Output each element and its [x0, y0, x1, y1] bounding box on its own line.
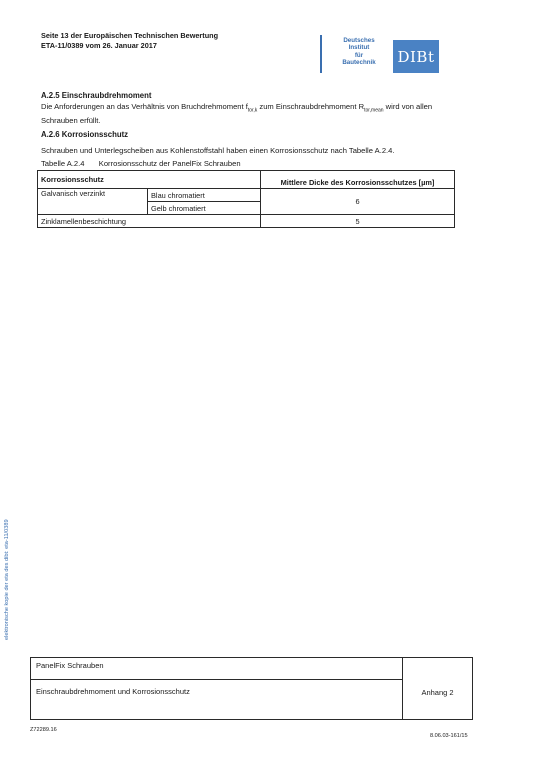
table-header-row	[38, 171, 455, 189]
para-subscript: tor,k	[247, 107, 258, 114]
section-heading-a26: A.2.6 Korrosionsschutz	[41, 130, 129, 139]
para-text: Schrauben erfüllt.	[41, 115, 101, 125]
logo-text-line: für	[354, 51, 364, 59]
para-text: Die Anforderungen an das Verhältnis von Bruchdrehmoment f	[41, 102, 248, 111]
logo-text-line: Bautechnik	[342, 59, 376, 67]
footer-title: Einschraubdrehmoment und Korrosionsschutz	[31, 680, 403, 719]
section-a25-paragraph	[41, 102, 511, 126]
table-header-cell: Mittlere Dicke des Korrosionsschutzes [µm]	[261, 171, 455, 189]
table-row	[38, 215, 455, 228]
footer-code-right: 8.06.03-161/15	[430, 733, 468, 739]
table-cell: Blau chromatiert	[148, 189, 261, 202]
para-subscript: tor,mean	[364, 107, 384, 114]
table-caption-number: Tabelle A.2.4	[41, 159, 85, 168]
para-text: wird von allen	[383, 102, 433, 111]
table-caption-text: Korrosionsschutz der PanelFix Schrauben	[98, 159, 241, 168]
table-cell: Zinklamellenbeschichtung	[38, 215, 261, 228]
logo-bar	[320, 35, 322, 73]
logo-text-line: Deutsches	[343, 37, 375, 44]
table-cell: 5	[261, 215, 455, 228]
table-cell: Galvanisch verzinkt	[38, 189, 148, 215]
table-cell: Gelb chromatiert	[148, 202, 261, 215]
logo-institute-text	[328, 37, 390, 67]
footer-annex: Anhang 2	[421, 688, 454, 697]
dibt-logo: DIBt	[393, 40, 439, 73]
footer-code-left: Z72289.16	[30, 727, 57, 733]
footer-product: PanelFix Schrauben	[31, 658, 403, 680]
table-row	[38, 189, 455, 202]
document-header	[41, 31, 218, 51]
para-text: zum Einschraubdrehmoment R	[257, 102, 365, 111]
sidebar-copy-notice: elektronische kopie der eta des dibt: eta-11/0389	[4, 519, 10, 640]
corrosion-table	[37, 170, 455, 228]
table-cell: 6	[261, 189, 455, 215]
section-a26-paragraph: Schrauben und Unterlegscheiben aus Kohlenstoffstahl haben einen Korrosionsschutz nach Tabelle A.2.4.	[41, 146, 395, 155]
header-line-2: ETA-11/0389 vom 26. Januar 2017	[41, 41, 157, 50]
table-header-cell: Korrosionsschutz	[38, 171, 261, 189]
table-caption	[41, 159, 241, 169]
header-line-1: Seite 13 der Europäischen Technischen Bewertung	[41, 31, 219, 40]
footer-box	[30, 657, 473, 720]
section-heading-a25: A.2.5 Einschraubdrehmoment	[41, 91, 152, 100]
logo-text-line: Institut	[348, 44, 370, 52]
